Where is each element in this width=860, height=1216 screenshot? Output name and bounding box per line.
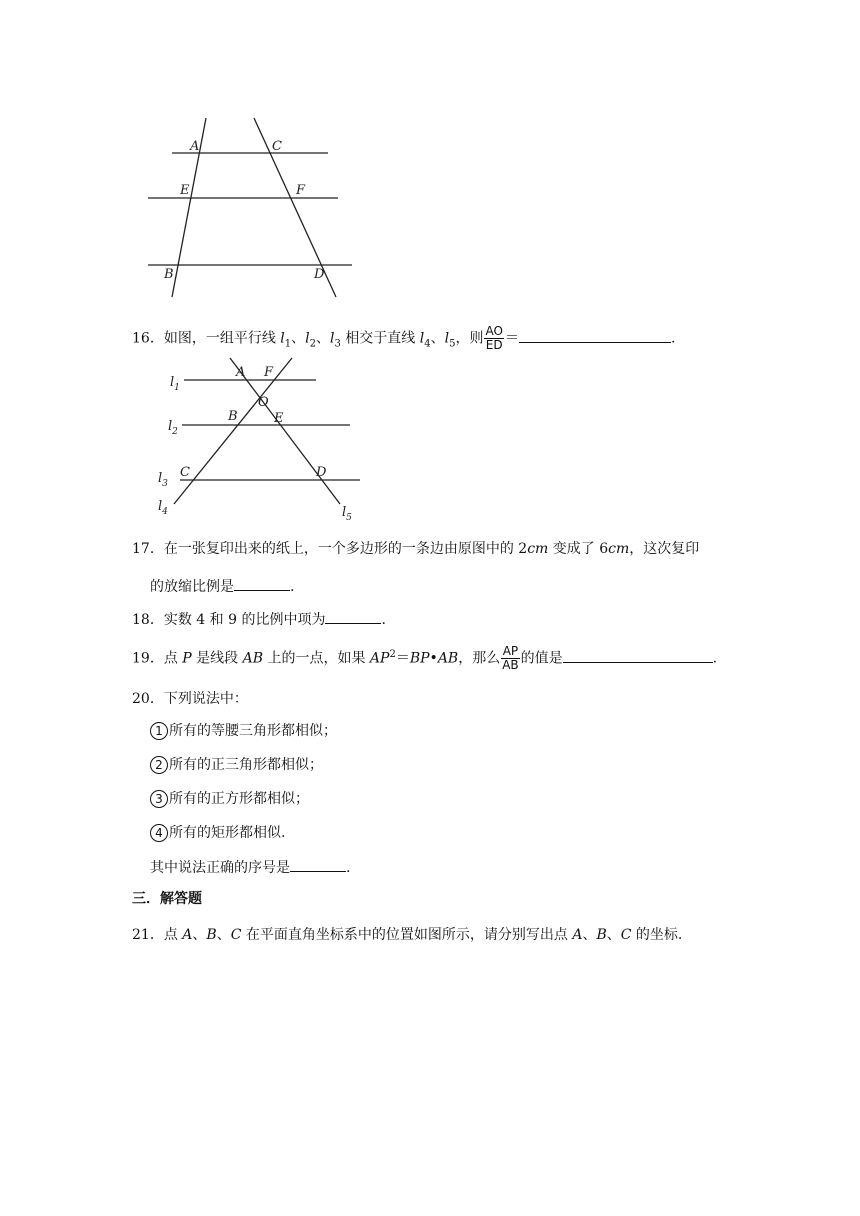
circled-number-4: 4 (150, 824, 168, 842)
question-18: 18．实数 4 和 9 的比例中项为 . (132, 609, 386, 630)
label-f: F (264, 365, 274, 380)
circled-number-2: 2 (150, 756, 168, 774)
answer-blank-17[interactable] (234, 576, 290, 591)
label-a: A (190, 139, 200, 154)
statement-1: 1 所有的等腰三角形都相似； (150, 721, 337, 741)
question-16: 16．如图，一组平行线 $l_1$、$l_2$、$l_3$ 相交于直线 $l_4$、$l_5$，则 $\frac{AO}{ED}$ ＝ . (132, 324, 676, 352)
label-l4: $l_4$ (158, 499, 168, 517)
answer-blank-19[interactable] (563, 648, 713, 663)
label-e: E (180, 183, 190, 198)
fraction-ap-ab: $\frac{AP}{AB}$ (502, 644, 519, 673)
label-o: O (258, 395, 269, 410)
circled-number-3: 3 (150, 790, 168, 808)
figure-parallel-lines-intersecting (150, 352, 370, 524)
label-l5: $l_5$ (342, 505, 352, 523)
label-f: F (296, 183, 306, 198)
label-a: A (236, 365, 246, 380)
statement-2: 2 所有的正三角形都相似； (150, 755, 323, 775)
label-b: B (164, 267, 174, 282)
label-c: C (180, 465, 190, 480)
line-ab (172, 118, 206, 297)
fraction-ao-ed: $\frac{AO}{ED}$ (485, 324, 503, 352)
statement-4: 4 所有的矩形都相似. (150, 823, 285, 843)
circled-number-1: 1 (150, 722, 168, 740)
label-e: E (274, 411, 284, 426)
label-l1: $l_1$ (170, 375, 180, 393)
statement-3: 3 所有的正方形都相似； (150, 789, 309, 809)
answer-blank-20[interactable] (290, 857, 346, 872)
question-21: 21．点 A、B、C 在平面直角坐标系中的位置如图所示，请分别写出点 A、B、C 的坐标. (132, 927, 683, 943)
label-l2: $l_2$ (168, 419, 178, 437)
label-d: D (314, 267, 325, 282)
label-c: C (272, 139, 282, 154)
question-19: 19．点 P 是线段 AB 上的一点，如果 $AP^2=BP•AB$，那么 $\frac{AP}{AB}$ 的值是 . (132, 644, 718, 673)
label-b: B (228, 409, 238, 424)
figure-parallel-lines-trapezoid (140, 110, 370, 305)
question-20: 20．下列说法中： (132, 691, 248, 707)
question-20-conclusion: 其中说法正确的序号是 . (150, 857, 350, 878)
answer-blank-18[interactable] (325, 609, 381, 624)
question-17: 17．在一张复印出来的纸上，一个多边形的一条边由原图中的 2cm 变成了 6cm，这次复印 (132, 541, 700, 557)
section-title: 三．解答题 (132, 891, 202, 907)
label-l3: $l_3$ (158, 471, 168, 489)
label-d: D (316, 465, 327, 480)
answer-blank-16[interactable] (519, 328, 671, 343)
question-17-line-2: 的放缩比例是 . (150, 576, 294, 597)
